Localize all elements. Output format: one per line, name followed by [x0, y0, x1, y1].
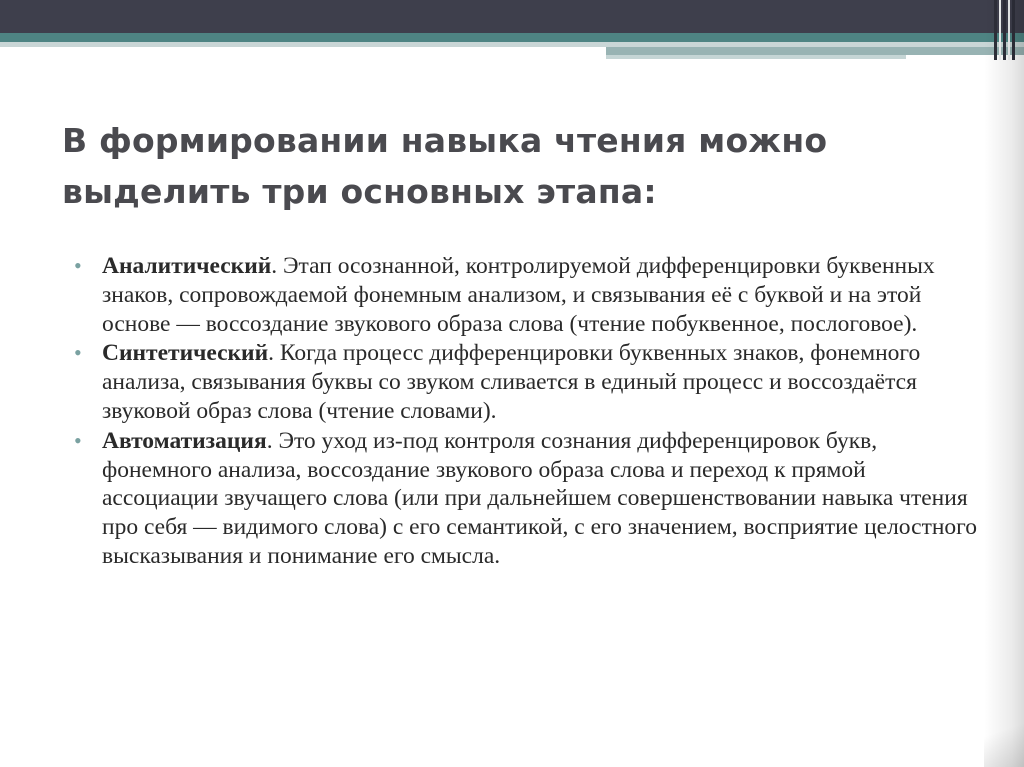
header-band-teal: [0, 33, 1024, 42]
stage-term: Аналитический: [102, 253, 272, 279]
stage-description: . Этап осознанной, контролируемой дифференцировки буквенных знаков, сопровождаемой фонемным анализом, и связывания её с буквой и на этой основе — воссоздание звукового образа слова (чтение побуквенное, послоговое).: [102, 253, 935, 337]
stage-term: Автоматизация: [102, 427, 267, 454]
list-item: [70, 427, 980, 571]
header-accent-bar: [606, 47, 1024, 55]
slide-title: В формировании навыка чтения можно выделить три основных этапа:: [62, 121, 828, 211]
header-band-dark: [0, 0, 1024, 33]
stage-description: . Это уход из-под контроля сознания дифференцировок букв, фонемного анализа, воссоздание звукового образа слова и переход к прямой ассоциации звучащего слова (или при дальнейшем совершенствовании навыка чтения про себя — видимого слова) с его семантикой, с его значением, восприятие целостного высказывания и понимание его смысла.: [102, 427, 977, 569]
page-corner-fold: [984, 707, 1024, 767]
list-item: [70, 252, 980, 338]
bullet-icon: •: [74, 253, 82, 278]
stage-description: . Когда процесс дифференцировки буквенных знаков, фонемного анализа, связывания буквы со звуком сливается в единый процесс и воссоздаётся звуковой образ слова (чтение словами).: [102, 340, 921, 424]
stage-term: Синтетический: [102, 340, 269, 367]
page-edge-shadow: [984, 0, 1024, 767]
header-accent-bar-thin: [606, 55, 906, 59]
bullet-icon: •: [74, 427, 82, 453]
list-item: [70, 339, 980, 425]
bullet-list: [70, 252, 980, 572]
bullet-icon: •: [74, 340, 82, 366]
